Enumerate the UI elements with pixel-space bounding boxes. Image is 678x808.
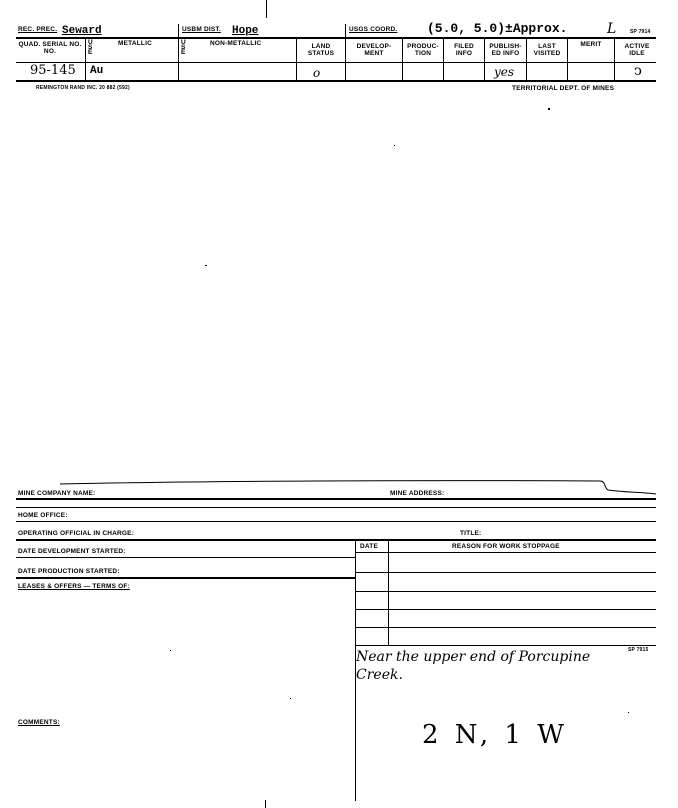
operating-official-label: OPERATING OFFICIAL IN CHARGE: [18, 530, 135, 537]
row-published-info: yes [494, 65, 515, 79]
row-bottom-rule [16, 80, 656, 82]
header-rule [16, 37, 656, 39]
form-number-bottom: SP 7915 [628, 647, 649, 653]
row-land-status: o [313, 66, 321, 80]
date-column-label: DATE [360, 543, 379, 550]
col-last-visited: LAST VISITED [533, 43, 561, 57]
usbm-dist-label: USBM DIST. [182, 26, 221, 33]
col-metallic: METALLIC [118, 40, 152, 47]
mine-address-label: MINE ADDRESS: [390, 490, 445, 497]
reason-stoppage-label: REASON FOR WORK STOPPAGE [452, 543, 560, 550]
col-filed-info: FILED INFO [454, 43, 474, 57]
rec-prec-value: Seward [62, 25, 102, 37]
usgs-coord-value: (5.0, 5.0)±Approx. [427, 21, 568, 36]
location-note-line2: Creek. [356, 667, 403, 683]
usbm-dist-value: Hope [232, 25, 259, 37]
punch-tick [266, 0, 267, 18]
township-range-note: 2 N, 1 W [422, 720, 568, 750]
rec-prec-label: REC. PREC. [18, 26, 58, 33]
col-active-idle: ACTIVE IDLE [624, 43, 650, 57]
colhead-rule [16, 62, 656, 63]
col-non-metallic: NON-METALLIC [210, 40, 262, 47]
corner-mark: L [607, 21, 617, 37]
date-development-label: DATE DEVELOPMENT STARTED: [18, 548, 126, 555]
usgs-coord-label: USGS COORD. [349, 26, 398, 33]
col-production: PRODUC-TION [407, 43, 439, 57]
comments-label: COMMENTS: [18, 719, 60, 726]
row-quad-serial: 95-145 [30, 63, 76, 78]
col-merit: MERIT [580, 41, 602, 48]
dept-footer: TERRITORIAL DEPT. OF MINES [512, 85, 615, 92]
col-quad-serial: QUAD. SERIAL NO. NO. [18, 41, 82, 55]
leases-offers-label: LEASES & OFFERS — TERMS OF: [18, 583, 130, 590]
col-published-info: PUBLISH-ED INFO [489, 43, 522, 57]
row-metallic: Au [90, 65, 104, 77]
location-note-line1: Near the upper end of Porcupine [356, 649, 591, 665]
home-office-label: HOME OFFICE: [18, 512, 68, 519]
printer-footer: REMINGTON RAND INC. 20 882 (592) [36, 85, 130, 91]
form-number-top: SP 7914 [630, 29, 651, 35]
col-use-nonmetallic: U S E [181, 39, 186, 57]
col-development: DEVELOP-MENT [356, 43, 392, 57]
row-active-idle: ↄ [634, 63, 642, 79]
mine-company-label: MINE COMPANY NAME: [18, 490, 96, 497]
col-use-metallic: U S E [88, 39, 93, 57]
title-label: TITLE: [460, 530, 482, 537]
col-land-status: LAND STATUS [307, 43, 335, 57]
date-production-label: DATE PRODUCTION STARTED: [18, 568, 120, 575]
